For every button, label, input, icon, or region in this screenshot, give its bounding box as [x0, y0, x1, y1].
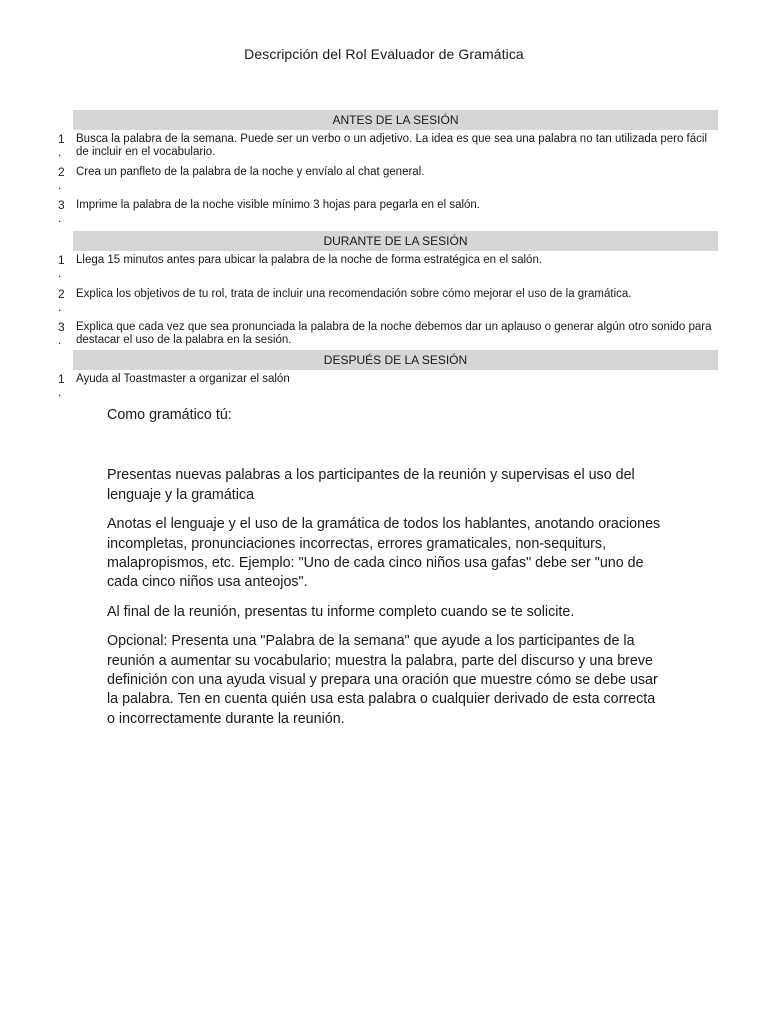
- item-number: 3 .: [58, 320, 65, 347]
- section-heading-despues: DESPUÉS DE LA SESIÓN: [73, 350, 718, 370]
- paragraph: Presentas nuevas palabras a los participantes de la reunión y supervisas el uso del lenguaje y la gramática: [107, 467, 635, 503]
- item-text: Busca la palabra de la semana. Puede ser un verbo o un adjetivo. La idea es que sea una palabra no tan utilizada pero fácil de incluir en el vocabulario.: [76, 133, 708, 158]
- list-item: [58, 130, 718, 166]
- item-number: 1 .: [58, 132, 65, 159]
- list-item: [58, 166, 718, 199]
- list-item: [58, 288, 718, 321]
- item-number: 3 .: [58, 198, 65, 225]
- item-text: Llega 15 minutos antes para ubicar la palabra de la noche de forma estratégica en el salón.: [76, 254, 543, 266]
- item-number: 2 .: [58, 287, 65, 314]
- section-heading-antes: ANTES DE LA SESIÓN: [73, 110, 718, 130]
- section-heading-durante: DURANTE DE LA SESIÓN: [73, 231, 718, 251]
- list-item: [58, 199, 718, 231]
- paragraph: Al final de la reunión, presentas tu informe completo cuando se te solicite.: [107, 603, 575, 620]
- paragraph: Opcional: Presenta una "Palabra de la semana" que ayude a los participantes de la reunión a aumentar su vocabulario; muestra la palabra, parte del discurso y una breve definición con una ayuda visual y prepara una oración que muestre cómo se debe usar la palabra. Ten en cuenta quién usa esta palabra o cualquier derivado de esta correcta o incorrectamente durante la reunión.: [107, 633, 658, 727]
- item-text: Explica que cada vez que sea pronunciada la palabra de la noche debemos dar un aplauso o generar algún otro sonido para destacar el uso de la palabra en la sesión.: [76, 321, 712, 346]
- role-description: [107, 406, 667, 729]
- item-number: 1 .: [58, 372, 65, 399]
- item-text: Crea un panfleto de la palabra de la noche y envíalo al chat general.: [76, 166, 425, 178]
- list-item: [58, 321, 718, 350]
- item-text: Explica los objetivos de tu rol, trata de incluir una recomendación sobre cómo mejorar el uso de la gramática.: [76, 288, 632, 300]
- item-text: Ayuda al Toastmaster a organizar el salón: [76, 373, 290, 385]
- role-table: [58, 110, 718, 403]
- paragraph: Anotas el lenguaje y el uso de la gramática de todos los hablantes, anotando oraciones incompletas, pronunciaciones incorrectas, errores gramaticales, non-sequiturs, malapropismos, etc. Ejemplo: "Uno de cada cinco niños usa gafas" debe ser "uno de cada cinco niños usa anteojos".: [107, 516, 661, 591]
- intro-text: Como gramático tú:: [107, 407, 232, 423]
- item-text: Imprime la palabra de la noche visible mínimo 3 hojas para pegarla en el salón.: [76, 199, 481, 211]
- page-title: Descripción del Rol Evaluador de Gramática: [244, 46, 524, 62]
- list-item: [58, 251, 718, 288]
- item-number: 2 .: [58, 165, 65, 192]
- item-number: 1 .: [58, 253, 65, 280]
- list-item: [58, 370, 718, 403]
